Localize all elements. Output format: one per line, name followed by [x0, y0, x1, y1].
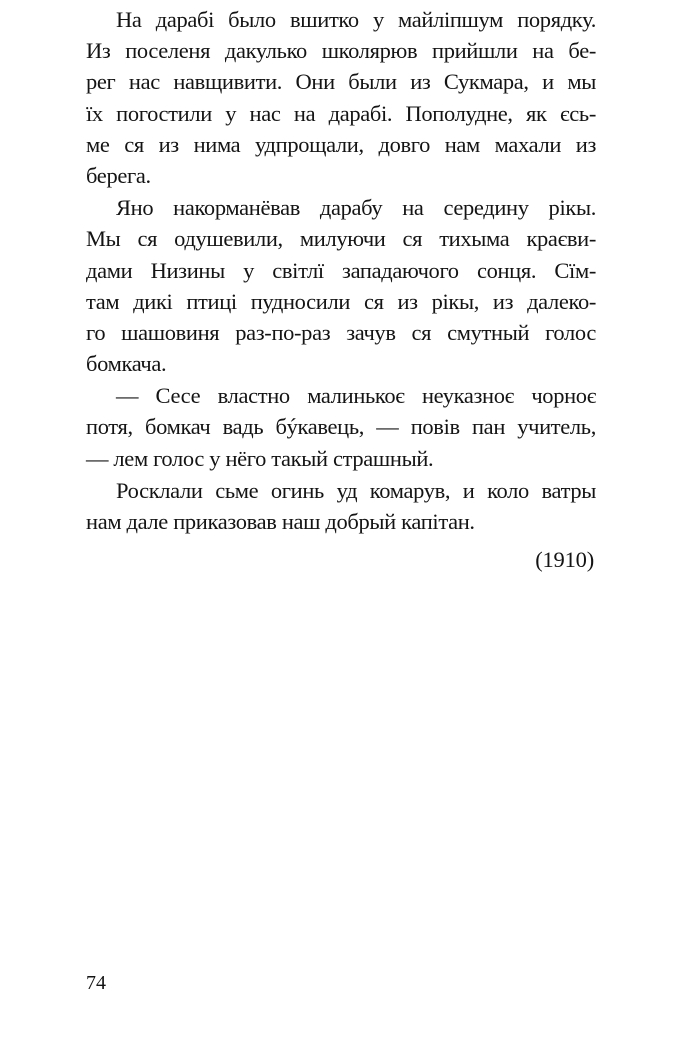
text-line: дами Низины у світлї западаючого сонця. Сїм- — [86, 257, 596, 283]
paragraph-2 — [86, 192, 596, 379]
text-line: бомкача. — [86, 351, 167, 377]
text-line: потя, бомкач вадь бýкавець, — повів пан учитель, — [86, 414, 596, 440]
text-line: Росклали сьме огинь уд комарув, и коло ватры — [116, 477, 596, 503]
page-number: 74 — [86, 972, 106, 994]
date-stamp: (1910) — [535, 547, 594, 572]
text-line: там дикі птиці пудносили ся из рікы, из далеко- — [86, 288, 596, 314]
text-line: Из поселеня дакулько школярюв прийшли на бе- — [86, 38, 596, 64]
text-line: го шашовиня раз-по-раз зачув ся смутный голос — [86, 319, 596, 345]
text-line: — Сесе властно малинькоє неуказноє чорноє — [116, 383, 596, 409]
story-text — [86, 4, 596, 537]
text-line: їх погостили у нас на дарабі. Пополудне, як єсь- — [86, 100, 596, 126]
text-line: На дарабі было вшитко у майліпшум порядку. — [116, 7, 596, 32]
text-line: Мы ся одушевили, милуючи ся тихыма краєви- — [86, 226, 596, 252]
text-line: ме ся из нима удпрощали, довго нам махали из — [86, 131, 596, 157]
text-line: Яно накорманёвав дарабу на середину рікы. — [116, 195, 596, 221]
paragraph-3 — [86, 380, 596, 474]
text-line: берега. — [86, 162, 151, 188]
text-line: нам дале приказовав наш добрый капітан. — [86, 509, 475, 534]
text-line: — лем голос у нёго такый страшный. — [86, 445, 434, 471]
text-line: рег нас навщивити. Они были из Сукмара, и мы — [86, 69, 596, 95]
paragraph-1 — [86, 4, 596, 191]
paragraph-4 — [86, 475, 596, 537]
